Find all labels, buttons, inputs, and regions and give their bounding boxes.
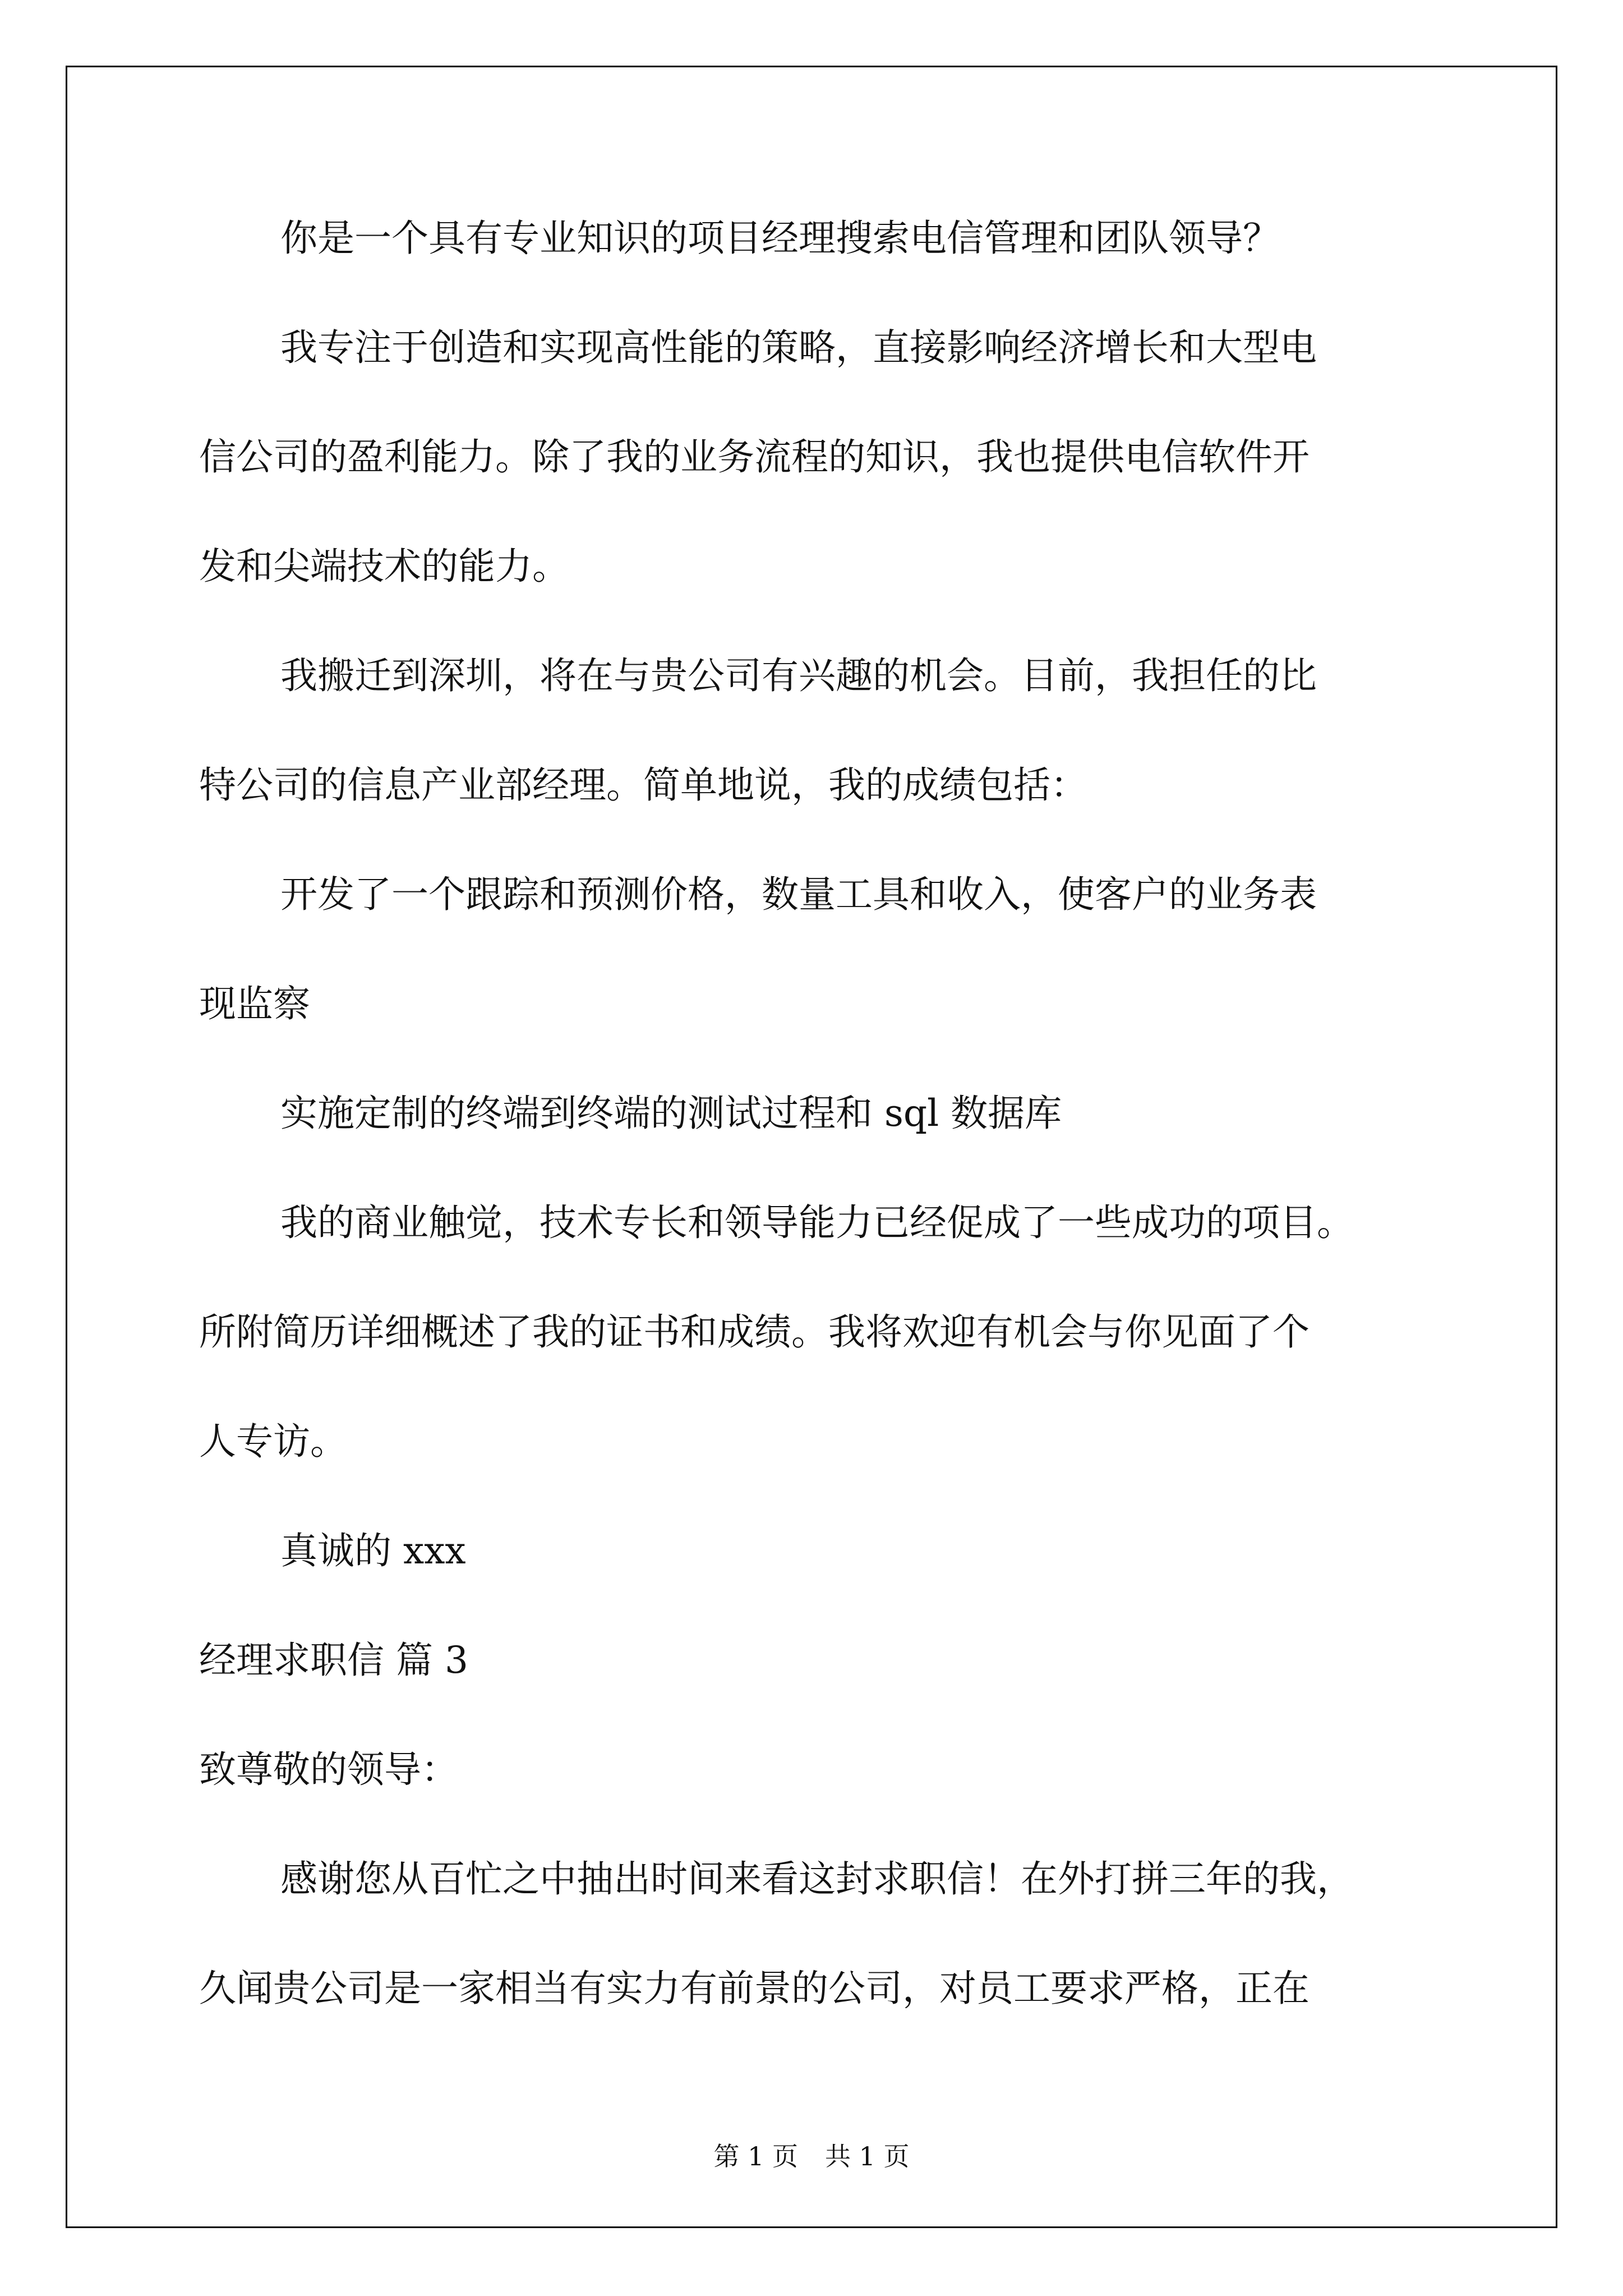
section-heading: 经理求职信 篇 3 — [199, 1639, 468, 1682]
document-body — [199, 205, 1489, 2064]
page-footer — [0, 2136, 1623, 2173]
text-line-16: 感谢您从百忙之中抽出时间来看这封求职信！在外打拼三年的我， — [280, 1857, 1354, 1901]
page-total: 共 1 页 — [825, 2141, 910, 2171]
signature-line: 真诚的 xxx — [280, 1529, 466, 1572]
text-line-10: 我的商业触觉，技术专长和领导能力已经促成了一些成功的项目。 — [280, 1201, 1354, 1244]
text-line-2: 我专注于创造和实现高性能的策略，直接影响经济增长和大型电 — [280, 326, 1317, 369]
page-number: 第 1 页 — [713, 2141, 798, 2171]
text-line-5: 我搬迁到深圳，将在与贵公司有兴趣的机会。目前，我担任的比 — [280, 654, 1317, 697]
text-line-8: 现监察 — [199, 982, 310, 1025]
text-line-3: 信公司的盈利能力。除了我的业务流程的知识，我也提供电信软件开 — [199, 435, 1310, 478]
text-line-9: 实施定制的终端到终端的测试过程和 sql 数据库 — [280, 1092, 1062, 1135]
text-line-17: 久闻贵公司是一家相当有实力有前景的公司，对员工要求严格，正在 — [199, 1967, 1310, 2010]
text-line-11: 所附简历详细概述了我的证书和成绩。我将欢迎有机会与你见面了个 — [199, 1310, 1310, 1354]
text-line-1: 你是一个具有专业知识的项目经理搜索电信管理和团队领导？ — [280, 217, 1280, 260]
text-line-12: 人专访。 — [199, 1420, 347, 1463]
text-line-7: 开发了一个跟踪和预测价格，数量工具和收入，使客户的业务表 — [280, 873, 1317, 916]
text-line-4: 发和尖端技术的能力。 — [199, 545, 569, 588]
text-line-6: 特公司的信息产业部经理。简单地说，我的成绩包括： — [199, 763, 1087, 807]
salutation-line: 致尊敬的领导： — [199, 1748, 458, 1791]
